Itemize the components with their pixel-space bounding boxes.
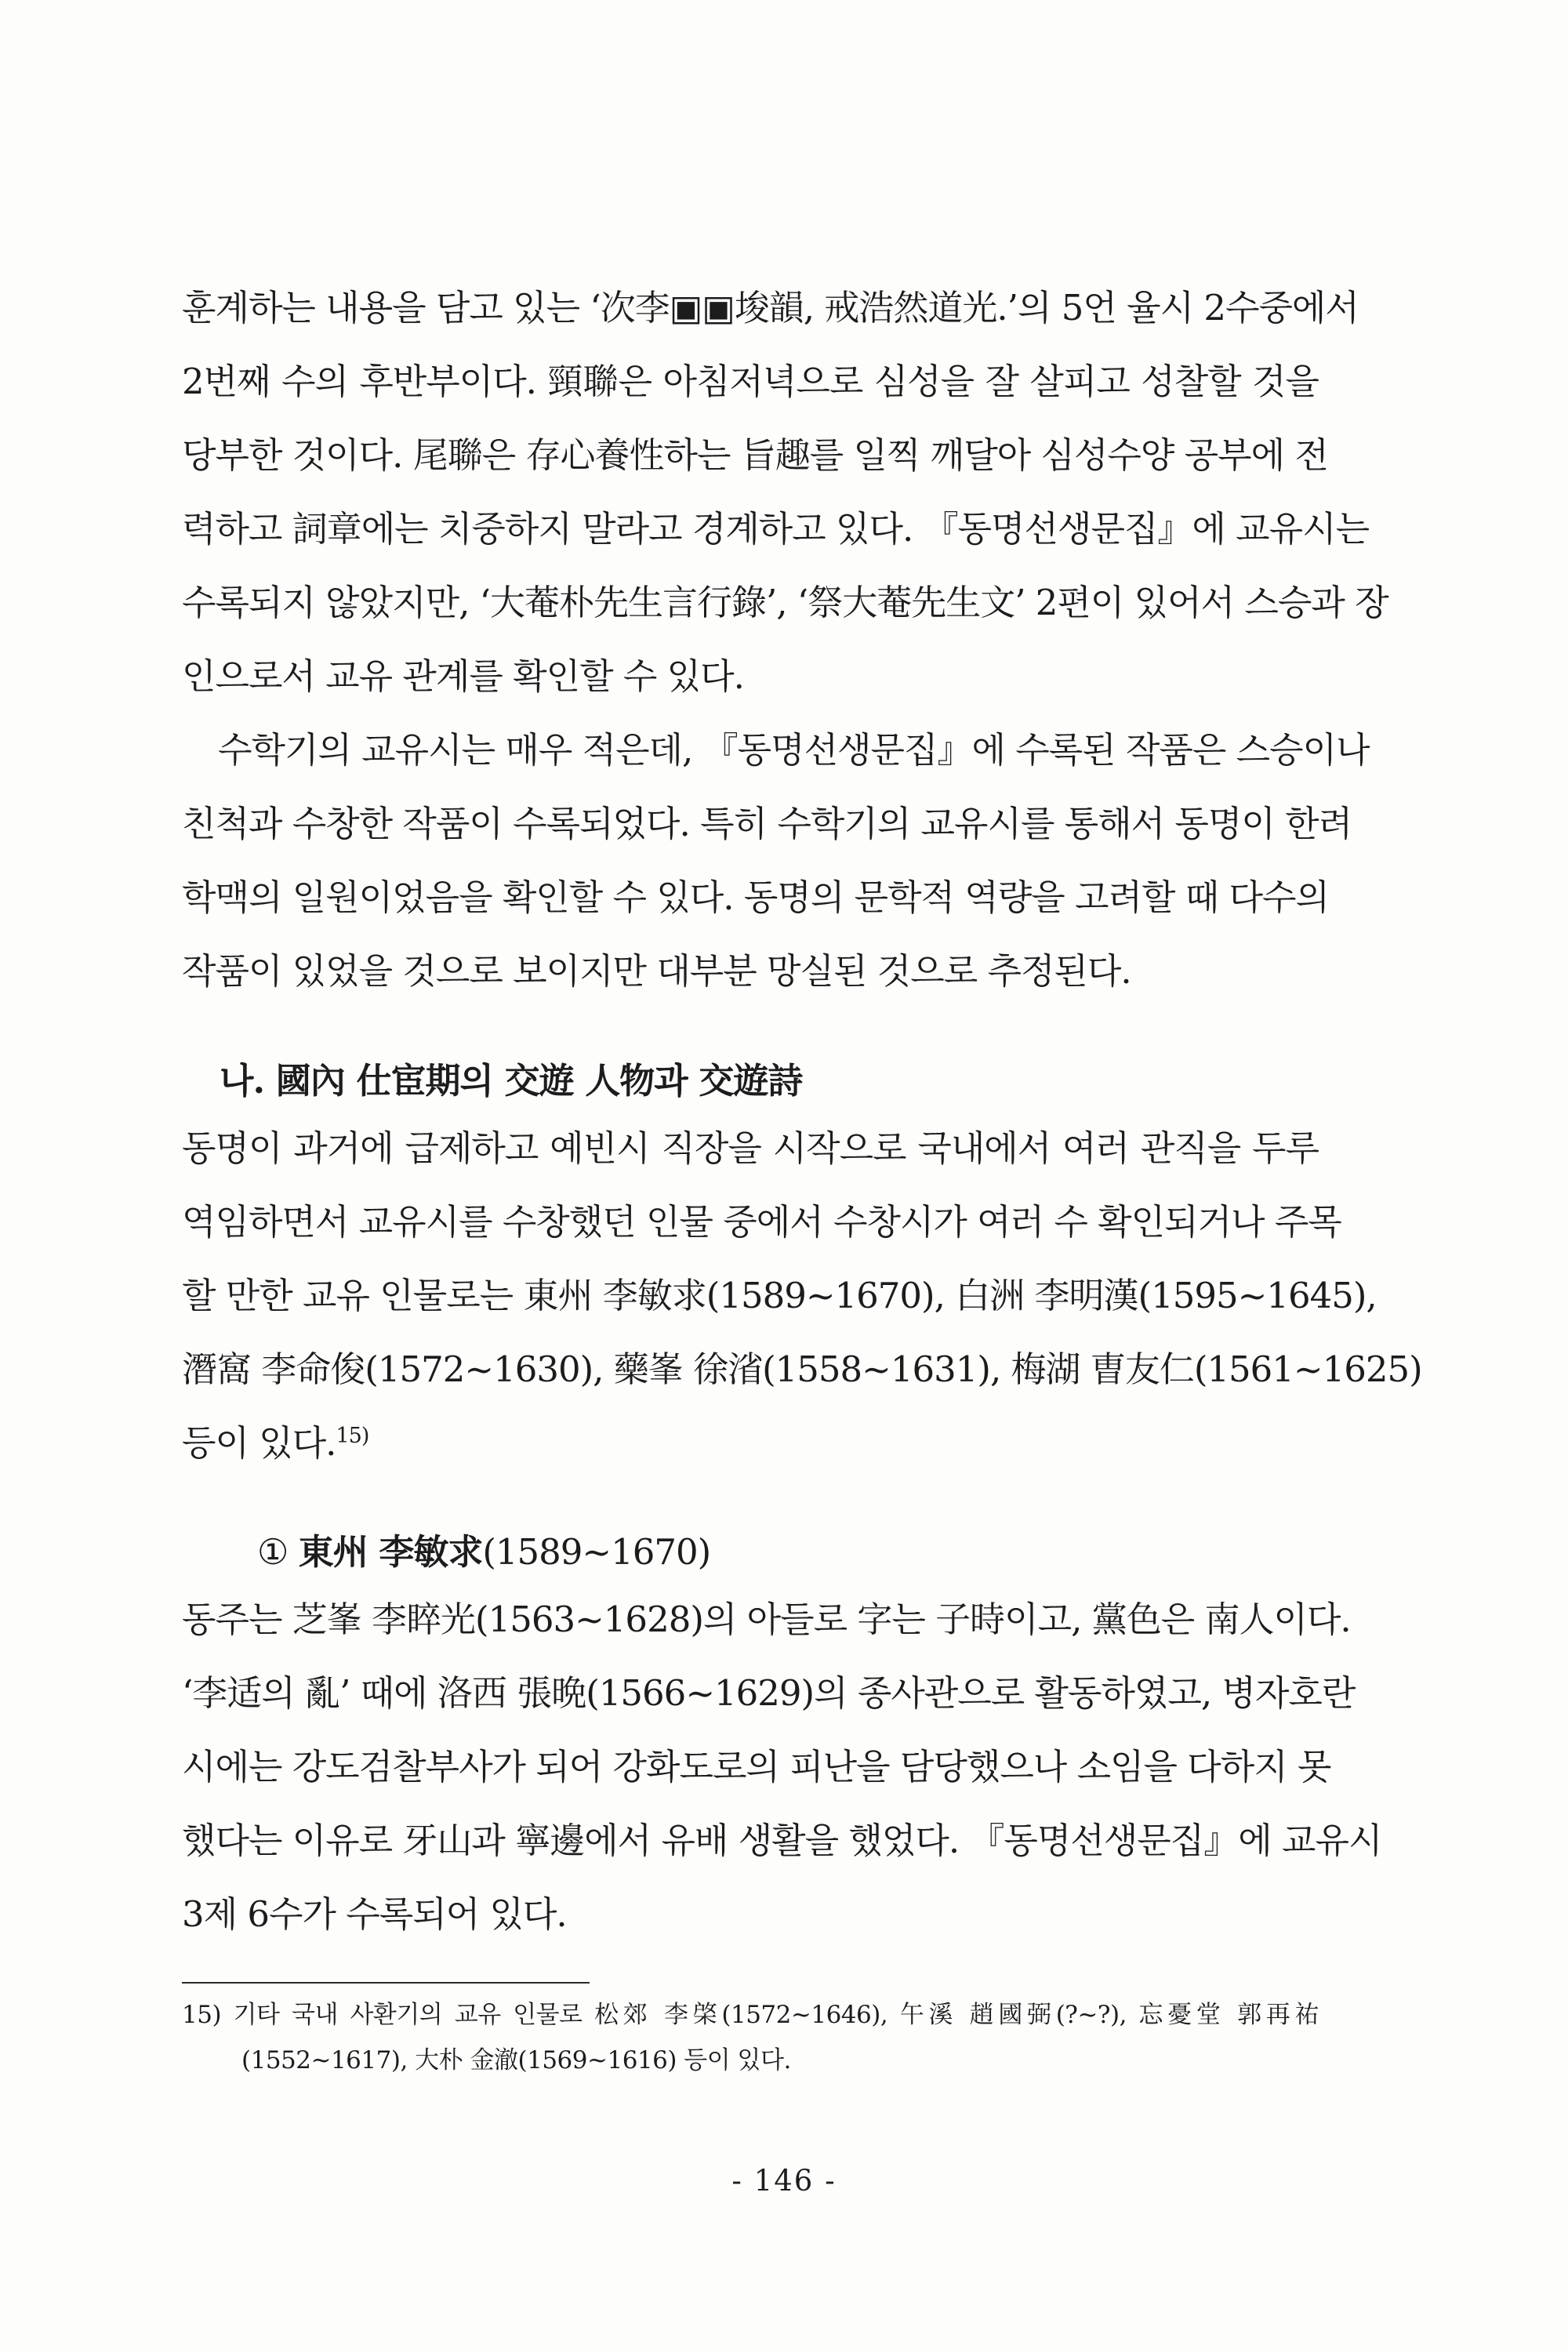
circled-number: ① (257, 1531, 289, 1573)
footnote-line: (1552~1617), 大朴 金澈(1569~1616) 등이 있다. (241, 2046, 791, 2074)
text-line: 친척과 수창한 작품이 수록되었다. 특히 수학기의 교유시를 통해서 동명이 한려 (182, 803, 1352, 844)
text-line: 인으로서 교유 관계를 확인할 수 있다. (182, 655, 744, 697)
paragraph-2 (182, 728, 1370, 1023)
section-heading: 나. 國內 仕宦期의 交遊 人物과 交遊詩 (220, 1060, 803, 1102)
page-number: - 146 - (731, 2164, 837, 2198)
text-line: 역임하면서 교유시를 수창했던 인물 중에서 수창시가 여러 수 확인되거나 주목 (182, 1201, 1341, 1243)
paragraph-3 (182, 1127, 1422, 1495)
text-line: 수록되지 않았지만, ‘大菴朴先生言行錄’, ‘祭大菴先生文’ 2편이 있어서 스승과 장 (182, 582, 1388, 623)
person-dates: (1589~1670) (482, 1531, 711, 1573)
text-line: 등이 있다.$^{15)}$ (182, 1422, 369, 1464)
text-line: 2번째 수의 후반부이다. 頸聯은 아침저녁으로 심성을 잘 살피고 성찰할 것을 (182, 361, 1319, 402)
footnote-divider (182, 1982, 590, 1984)
sub-heading (257, 1530, 710, 1574)
person-name: 東州 李敏求 (298, 1531, 483, 1573)
text-line: 동주는 芝峯 李睟光(1563~1628)의 아들로 字는 子時이고, 黨色은 南人이다. (182, 1599, 1351, 1640)
text-line: 3제 6수가 수록되어 있다. (182, 1893, 567, 1935)
text-line: 당부한 것이다. 尾聯은 存心養性하는 旨趣를 일찍 깨달아 심성수양 공부에 전 (182, 434, 1328, 476)
text-line: 수학기의 교유시는 매우 적은데, 『동명선생문집』에 수록된 작품은 스승이나 (218, 729, 1370, 771)
text-line: 시에는 강도검찰부사가 되어 강화도로의 피난을 담당했으나 소임을 다하지 못 (182, 1746, 1331, 1788)
text-line: 潛窩 李命俊(1572~1630), 藥峯 徐渻(1558~1631), 梅湖 曺友仁(1561~1625) (182, 1348, 1422, 1390)
text-line: ‘李适의 亂’ 때에 洛西 張晩(1566~1629)의 종사관으로 활동하였고, 병자호란 (182, 1672, 1356, 1714)
text-line: 학맥의 일원이었음을 확인할 수 있다. 동명의 문학적 역량을 고려할 때 다수의 (182, 877, 1329, 918)
text-line: 했다는 이유로 牙山과 寧邊에서 유배 생활을 했었다. 『동명선생문집』에 교유시 (182, 1820, 1382, 1861)
paragraph-4 (182, 1598, 1382, 1966)
text-line: 훈계하는 내용을 담고 있는 ‘次李▣▣埈韻, 戒浩然道光.’의 5언 율시 2수중에서 (182, 287, 1359, 328)
paragraph-1 (182, 286, 1388, 1023)
footnote-reference[interactable]: 15) (336, 1424, 369, 1448)
text-line: 동명이 과거에 급제하고 예빈시 직장을 시작으로 국내에서 여러 관직을 두루 (182, 1127, 1319, 1169)
footnote-line: 15) 기타 국내 사환기의 교유 인물로 松郊 李棨(1572~1646), 午溪 趙國弼(?~?), 忘憂堂 郭再祐 (182, 2001, 1319, 2029)
text-line: 작품이 있었을 것으로 보이지만 대부분 망실된 것으로 추정된다. (182, 950, 1131, 992)
text-line: 력하고 詞章에는 치중하지 말라고 경계하고 있다. 『동명선생문집』에 교유시는 (182, 508, 1370, 550)
text-line: 할 만한 교유 인물로는 東州 李敏求(1589~1670), 白洲 李明漢(1595~1645), (182, 1275, 1377, 1316)
footnote (182, 1999, 1319, 2090)
